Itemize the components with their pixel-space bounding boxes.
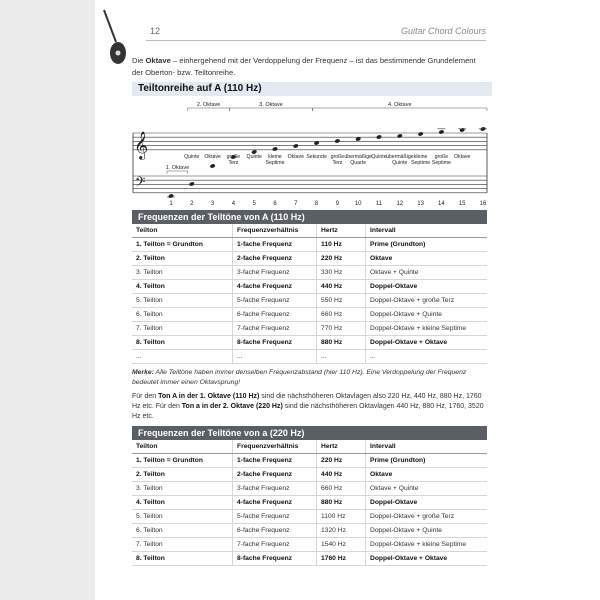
note-head [397,133,403,138]
cell-hertz: 440 Hz [317,468,366,482]
cell-hertz: 1100 Hz [317,510,366,524]
interval-label: Quinte [371,154,387,160]
octave-label: 1. Oktave [165,165,190,171]
table-row [132,538,487,552]
interval-label: Terz [332,160,343,166]
cell-interval: Doppel-Oktave [366,496,488,510]
table-row [132,468,487,482]
section-title: Teiltonreihe auf A (110 Hz) [132,82,492,96]
cell-ratio: 4-fache Frequenz [233,280,317,294]
interval-label: Sekunde [306,154,327,160]
partial-number: 11 [375,201,383,207]
header-hertz: Hertz [317,224,366,238]
partial-number: 3 [210,201,215,207]
cell-hertz: 880 Hz [317,336,366,350]
note-head [334,138,340,143]
table-row [132,336,487,350]
table-row [132,510,487,524]
partial-number: 16 [479,201,487,207]
header-interval: Intervall [366,224,488,238]
interval-label: große [434,154,449,160]
cell-teilton: 1. Teilton = Grundton [132,238,233,252]
cell-ratio: ... [233,350,317,364]
cell-interval: Doppel-Oktave + Oktave [366,552,488,566]
interval-label: Oktave [204,154,221,160]
partial-number: 8 [314,201,319,207]
cell-interval: Doppel-Oktave + Oktave [366,336,488,350]
partial-number: 6 [273,201,277,207]
partial-number: 4 [231,201,236,207]
table-caption: Frequenzen der Teiltöne von A (110 Hz) [132,210,487,224]
partial-number: 7 [294,201,298,207]
header-ratio: Frequenzverhältnis [233,224,317,238]
cell-ratio: 3-fache Frequenz [233,482,317,496]
table-row [132,482,487,496]
table-row [132,350,487,364]
cell-interval: Oktave [366,252,488,266]
partial-number: 14 [438,201,445,207]
interval-label: große [226,154,241,160]
cell-ratio: 7-fache Frequenz [233,538,317,552]
interval-label: übermäßige [385,154,414,160]
interval-label: Oktave [453,154,471,160]
note-head [418,131,424,136]
table-row [132,280,487,294]
table-row [132,294,487,308]
cell-teilton: 7. Teilton [132,322,233,336]
interval-label: übermäßige [344,154,373,160]
cell-interval: Doppel-Oktave + Quinte [366,308,488,322]
cell-interval: Prime (Grundton) [366,238,488,252]
table-header-row [132,224,487,238]
cell-interval: Prime (Grundton) [366,454,488,468]
cell-teilton: 1. Teilton = Grundton [132,454,233,468]
cell-ratio: 3-fache Frequenz [233,266,317,280]
page-number: 12 [150,26,161,36]
cell-ratio: 1-fache Frequenz [233,454,317,468]
merke-note: Merke: Alle Teiltöne haben immer denselben Frequenzabstand (hier 110 Hz). Eine Verdoppelung der Frequenz bedeutet immer einen Oktavsprung! [132,369,467,386]
cell-interval: ... [366,350,488,364]
partial-number: 10 [354,201,362,207]
table-row [132,524,487,538]
cell-interval: Oktave + Quinte [366,482,488,496]
cell-interval: Oktave [366,468,488,482]
header-teilton: Teilton [132,224,233,238]
interval-label: Septime [411,160,431,166]
table-row [132,252,487,266]
cell-teilton: 6. Teilton [132,308,233,322]
treble-clef-icon: 𝄞 [134,131,149,159]
cell-ratio: 6-fache Frequenz [233,308,317,322]
interval-label: Quarte [350,160,367,166]
cell-teilton: 5. Teilton [132,294,233,308]
cell-hertz: 550 Hz [317,294,366,308]
interval-label: kleine [268,154,282,160]
cell-hertz: 1320 Hz [317,524,366,538]
intro-paragraph: Die Oktave – einhergehend mit der Verdoppelung der Frequenz – ist das bestimmende Grundelement der Oberton- bzw. Teiltonreihe. [132,56,476,77]
cell-interval: Doppel-Oktave + große Terz [366,510,488,524]
interval-label: Septime [431,160,451,166]
cell-hertz: 880 Hz [317,496,366,510]
note-head [189,181,195,186]
cell-teilton: 3. Teilton [132,482,233,496]
cell-ratio: 5-fache Frequenz [233,510,317,524]
cell-interval: Doppel-Oktave + kleine Septime [366,322,488,336]
cell-teilton: 2. Teilton [132,252,233,266]
note-head [272,146,278,151]
interval-label: Oktave [287,154,305,160]
cell-hertz: 660 Hz [317,308,366,322]
cell-hertz: ... [317,350,366,364]
partial-number: 1 [169,201,173,207]
table-caption: Frequenzen der Teiltöne von a (220 Hz) [132,426,487,440]
octave-label: 3. Oktave [259,102,283,108]
cell-ratio: 5-fache Frequenz [233,294,317,308]
interval-label: Septime [265,160,285,166]
cell-teilton: 6. Teilton [132,524,233,538]
header-teilton: Teilton [132,440,233,454]
note-head [168,193,174,198]
note-head [210,163,216,168]
interval-label: Terz [228,160,239,166]
cell-teilton: 8. Teilton [132,336,233,350]
table-row [132,552,487,566]
cell-ratio: 2-fache Frequenz [233,468,317,482]
cell-teilton: 2. Teilton [132,468,233,482]
running-title: Guitar Chord Colours [400,26,486,36]
frequency-table-A110 [132,210,487,364]
cell-hertz: 660 Hz [317,482,366,496]
cell-hertz: 770 Hz [317,322,366,336]
header-interval: Intervall [366,440,488,454]
cell-teilton: ... [132,350,233,364]
note-head [376,134,382,139]
table-header-row [132,440,487,454]
partial-number: 13 [417,201,424,207]
cell-hertz: 220 Hz [317,252,366,266]
header-ratio: Frequenzverhältnis [233,440,317,454]
partial-number: 9 [335,201,340,207]
cell-teilton: 4. Teilton [132,496,233,510]
interval-label: Quinte [392,160,408,166]
table-row [132,238,487,252]
partial-number: 12 [396,201,404,207]
cell-ratio: 6-fache Frequenz [233,524,317,538]
cell-ratio: 1-fache Frequenz [233,238,317,252]
table-row [132,454,487,468]
cell-ratio: 7-fache Frequenz [233,322,317,336]
cell-teilton: 8. Teilton [132,552,233,566]
guitar-icon [98,8,128,68]
interval-label: Quinte [184,154,200,160]
note-head [438,129,444,134]
cell-interval: Doppel-Oktave + Quinte [366,524,488,538]
harmonic-series-staff [125,96,490,208]
note-head [459,127,465,132]
interval-label: Quinte [246,154,262,160]
octave-paragraph: Für den Ton A in der 1. Oktave (110 Hz) sind die nächsthöheren Oktavlagen also 220 Hz, 440 Hz, 880 Hz, 1760 Hz etc. Für den Ton a in der 2. Oktave (220 Hz) sind die nächsthöheren Oktavlagen 440 Hz, 880 Hz, 1760, 3520 Hz etc. [132,393,484,420]
octave-label: 2. Oktave [196,102,221,108]
table-row [132,266,487,280]
cell-hertz: 440 Hz [317,280,366,294]
cell-interval: Doppel-Oktave + große Terz [366,294,488,308]
cell-hertz: 220 Hz [317,454,366,468]
interval-label: kleine [413,154,428,160]
note-head [293,143,299,148]
cell-hertz: 110 Hz [317,238,366,252]
table-row [132,496,487,510]
cell-teilton: 7. Teilton [132,538,233,552]
cell-hertz: 330 Hz [317,266,366,280]
table-row [132,308,487,322]
cell-interval: Oktave + Quinte [366,266,488,280]
cell-teilton: 3. Teilton [132,266,233,280]
cell-interval: Doppel-Oktave [366,280,488,294]
partial-number: 15 [458,201,466,207]
interval-label: große [330,154,345,160]
bass-clef-icon: 𝄢 [135,174,146,193]
partial-number: 2 [190,201,194,207]
octave-label: 4. Oktave [388,102,412,108]
cell-ratio: 4-fache Frequenz [233,496,317,510]
cell-ratio: 2-fache Frequenz [233,252,317,266]
header-hertz: Hertz [317,440,366,454]
cell-teilton: 4. Teilton [132,280,233,294]
cell-hertz: 1540 Hz [317,538,366,552]
table-row [132,322,487,336]
cell-hertz: 1760 Hz [317,552,366,566]
partial-number: 5 [252,201,256,207]
cell-ratio: 8-fache Frequenz [233,336,317,350]
cell-teilton: 5. Teilton [132,510,233,524]
frequency-table-a220 [132,426,487,566]
header-rule [146,40,486,41]
cell-interval: Doppel-Oktave + kleine Septime [366,538,488,552]
cell-ratio: 8-fache Frequenz [233,552,317,566]
